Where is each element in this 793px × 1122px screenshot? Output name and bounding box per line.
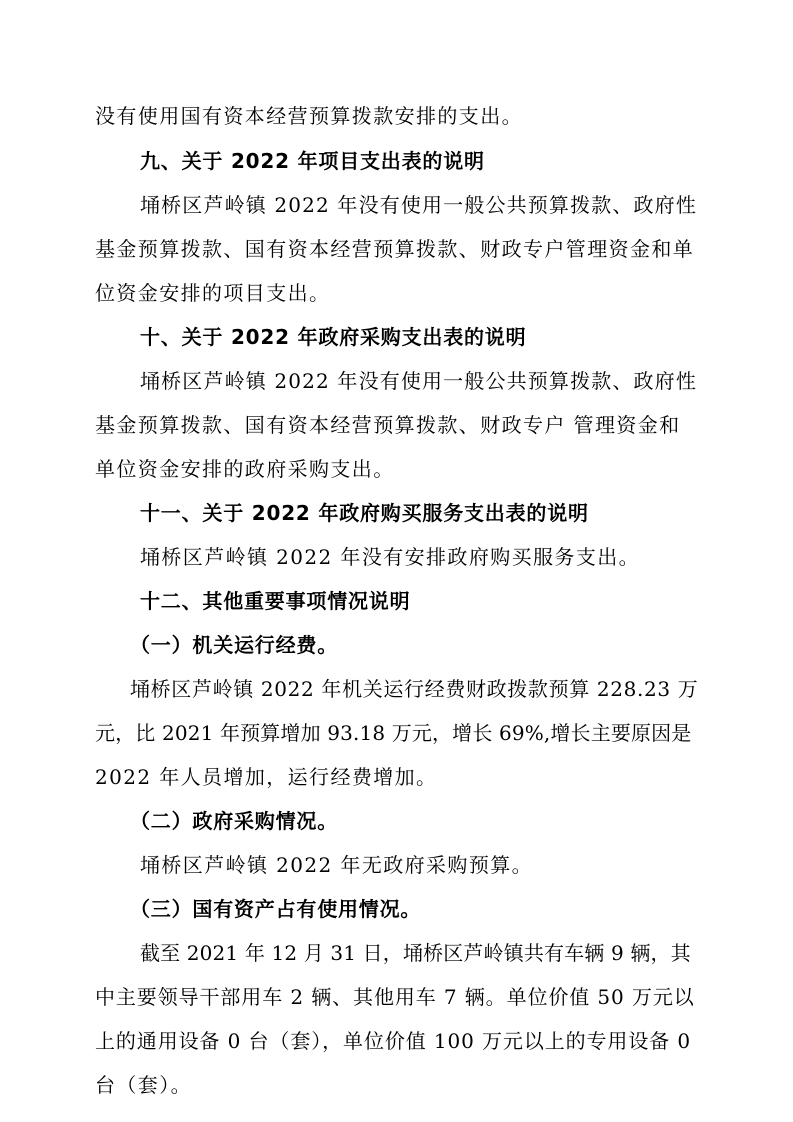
- body-text-line: 截至 2021 年 12 月 31 日，埇桥区芦岭镇共有车辆 9 辆，其: [140, 941, 691, 965]
- body-text-line: 元，比 2021 年预算增加 93.18 万元，增长 69%,增长主要原因是: [95, 721, 692, 745]
- section-heading: 十一、关于 2022 年政府购买服务支出表的说明: [140, 501, 589, 525]
- section-heading: 十、关于 2022 年政府采购支出表的说明: [140, 325, 527, 349]
- body-text-line: 埇桥区芦岭镇 2022 年无政府采购预算。: [140, 853, 534, 877]
- body-text-line: 中主要领导干部用车 2 辆、其他用车 7 辆。单位价值 50 万元以: [95, 985, 695, 1009]
- body-text-line: 上的通用设备 0 台（套），单位价值 100 万元以上的专用设备 0: [95, 1029, 692, 1053]
- body-text-line: 2022 年人员增加，运行经费增加。: [95, 765, 438, 789]
- body-text-line: 基金预算拨款、国有资本经营预算拨款、财政专户管理资金和单: [95, 237, 695, 261]
- subsection-heading: （二）政府采购情况。: [130, 809, 338, 833]
- body-text-line: 位资金安排的项目支出。: [95, 281, 331, 305]
- subsection-heading: （三）国有资产占有使用情况。: [130, 897, 422, 921]
- body-text-line: 基金预算拨款、国有资本经营预算拨款、财政专户 管理资金和: [95, 413, 681, 437]
- body-text-line: 埇桥区芦岭镇 2022 年没有使用一般公共预算拨款、政府性: [140, 193, 697, 217]
- body-text-line: 埇桥区芦岭镇 2022 年机关运行经费财政拨款预算 228.23 万: [130, 677, 699, 701]
- section-heading: 十二、其他重要事项情况说明: [140, 589, 411, 613]
- body-text-line: 台（套）。: [95, 1073, 192, 1097]
- subsection-heading: （一）机关运行经费。: [130, 633, 338, 657]
- section-heading: 九、关于 2022 年项目支出表的说明: [140, 149, 485, 173]
- body-text-line: 埇桥区芦岭镇 2022 年没有使用一般公共预算拨款、政府性: [140, 369, 697, 393]
- body-text-line: 单位资金安排的政府采购支出。: [95, 457, 395, 481]
- body-text-line: 埇桥区芦岭镇 2022 年没有安排政府购买服务支出。: [140, 545, 641, 569]
- body-text-line: 没有使用国有资本经营预算拨款安排的支出。: [95, 104, 523, 128]
